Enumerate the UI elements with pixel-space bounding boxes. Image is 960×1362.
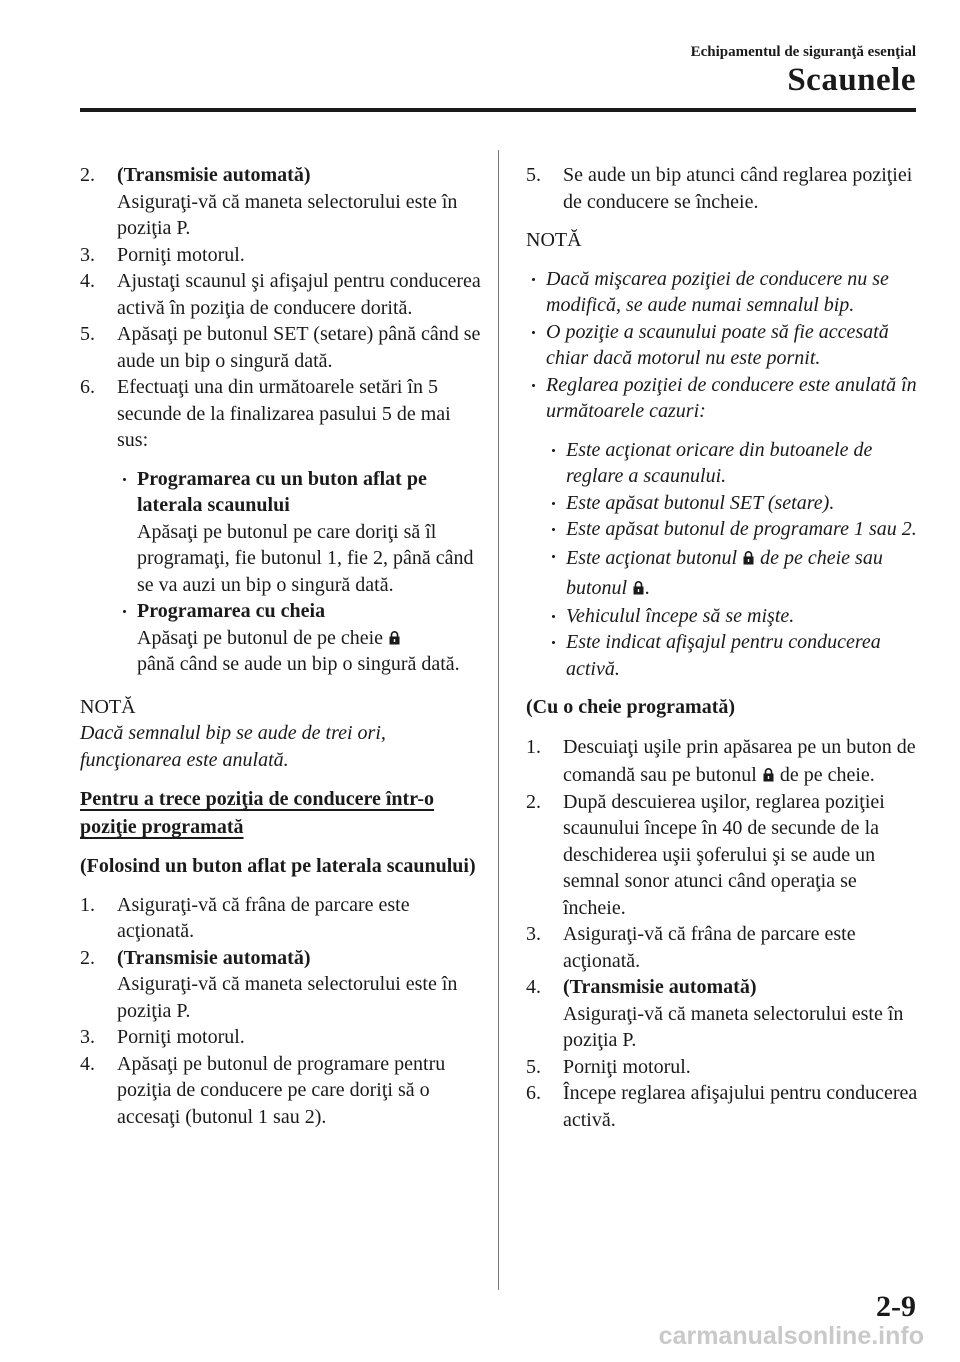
step-number: 3.: [80, 1026, 95, 1048]
step-text: Se aude un bip atunci când reglarea poziţiei de conducere se încheie.: [563, 164, 913, 213]
step-number: 3.: [526, 923, 541, 945]
note-item: Dacă mişcarea poziţiei de conducere nu se modifică, se aude numai semnalul bip.: [526, 266, 918, 319]
cancel-case: Este acţionat oricare din butoanele de reglare a scaunului.: [546, 437, 918, 490]
note-title: NOTĂ: [80, 695, 136, 718]
section-heading: Pentru a trece poziţia de conducere într-o poziţie programată: [80, 788, 434, 838]
step-text: Începe reglarea afişajului pentru conducerea activă.: [563, 1082, 918, 1131]
step-text: Ajustaţi scaunul şi afişajul pentru conducerea activă în poziţia de conducere dorită.: [117, 270, 481, 319]
step-number: 2.: [526, 790, 541, 813]
bullet-icon: [546, 490, 566, 517]
cancel-case: Este indicat afişajul pentru conducerea activă.: [546, 629, 918, 682]
option-seat-button: [117, 466, 485, 599]
step-text: Apăsaţi pe butonul SET (setare) până când se aude un bip o singură dată.: [117, 323, 481, 372]
cancel-case: Vehiculul începe să se mişte.: [546, 603, 918, 630]
step-text: Porniţi motorul.: [117, 1026, 245, 1048]
bullet-icon: [526, 319, 546, 372]
key-lock-icon: [633, 581, 644, 595]
step-text: După descuierea uşilor, reglarea poziţiei scaunului începe în 40 de secunde de la deschiderea uşii şoferului şi se aude un semnal sonor atunci când operaţia se încheie.: [563, 790, 885, 919]
step-title: (Transmisie automată): [563, 976, 757, 998]
b-step-1: [80, 892, 485, 945]
cancel-case: Este acţionat butonul de pe cheie sau butonul .: [546, 543, 918, 603]
b-step-2: [80, 945, 485, 1025]
bullet-icon: [117, 466, 137, 599]
step-3: [80, 242, 485, 269]
bullet-icon: [117, 598, 137, 678]
header-rule: [80, 108, 916, 112]
step-text: Porniţi motorul.: [117, 243, 245, 266]
step-number: 4.: [80, 270, 95, 292]
step-text: Asiguraţi-vă că maneta selectorului este în poziţia P.: [563, 1002, 904, 1051]
option-text-b: până când se aude un bip o singură dată.: [137, 653, 460, 675]
step-title: (Transmisie automată): [117, 946, 311, 969]
option-text: Apăsaţi pe butonul pe care doriţi să îl programaţi, fie butonul 1, fie 2, până când se va auzi un bip o singură dată.: [137, 520, 474, 596]
c-step-2: [526, 789, 918, 922]
bullet-icon: [546, 437, 566, 490]
bullet-icon: [546, 629, 566, 682]
step-2: [80, 162, 485, 242]
key-lock-icon: [389, 631, 400, 645]
step-title: (Transmisie automată): [117, 164, 311, 186]
option-title: Programarea cu un buton aflat pe laterala scaunului: [137, 467, 427, 516]
note-title: NOTĂ: [526, 229, 582, 251]
key-lock-icon: [743, 551, 754, 565]
step-number: 6.: [80, 376, 95, 398]
step-text: Apăsaţi pe butonul de programare pentru poziţia de conducere pe care doriţi să o accesaţi (butonul 1 sau 2).: [117, 1052, 446, 1128]
step-5-right: [526, 162, 918, 215]
note-item: O poziţie a scaunului poate să fie accesată chiar dacă motorul nu este pornit.: [526, 319, 918, 372]
cancel-case: Este apăsat butonul SET (setare).: [546, 490, 918, 517]
step-number: 2.: [80, 164, 95, 186]
bullet-icon: [526, 372, 546, 425]
option-text-a: Apăsaţi pe butonul de pe cheie: [137, 626, 384, 649]
step-number: 3.: [80, 243, 95, 266]
header-section-label: Echipamentul de siguranţă esenţial: [690, 44, 916, 60]
step-text: Porniţi motorul.: [563, 1055, 691, 1078]
page-title: Scaunele: [787, 62, 916, 98]
step-text: Asiguraţi-vă că frâna de parcare este acţionată.: [563, 923, 856, 972]
step-number: 4.: [80, 1052, 95, 1075]
step-number: 4.: [526, 976, 541, 998]
c-step-1: 1. Descuiaţi uşile prin apăsarea pe un buton de comandă sau pe butonul de pe cheie.: [526, 733, 918, 789]
step-text: Asiguraţi-vă că frâna de parcare este acţionată.: [117, 893, 410, 942]
step-5: [80, 321, 485, 374]
bullet-icon: [526, 266, 546, 319]
bullet-icon: [546, 603, 566, 630]
sub-heading: (Folosind un buton aflat pe laterala scaunului): [80, 855, 476, 877]
c-step-6: [526, 1080, 918, 1133]
right-column: [526, 162, 918, 1133]
b-step-4: [80, 1051, 485, 1131]
step-text: Asiguraţi-vă că maneta selectorului este în poziţia P.: [117, 190, 458, 239]
watermark: carmanualsonline.info: [658, 1322, 924, 1350]
b-step-3: [80, 1024, 485, 1051]
step-text: Asiguraţi-vă că maneta selectorului este în poziţia P.: [117, 973, 458, 1022]
key-lock-icon: [763, 768, 774, 782]
step-number: 5.: [80, 323, 95, 345]
step-number: 5.: [526, 164, 541, 186]
note-text: Dacă semnalul bip se aude de trei ori, funcţionarea este anulată.: [80, 722, 386, 771]
step-4: [80, 268, 485, 321]
c-step-3: [526, 921, 918, 974]
step-number: 1.: [80, 893, 95, 916]
step-6: [80, 374, 485, 454]
option-key: [117, 598, 485, 678]
step-number: 5.: [526, 1055, 541, 1078]
column-divider: [498, 150, 499, 1290]
note-item: Reglarea poziţiei de conducere este anulată în următoarele cazuri:: [526, 372, 918, 425]
page-number: 2-9: [876, 1290, 916, 1323]
step-number: 1.: [526, 735, 541, 758]
option-title: Programarea cu cheia: [137, 600, 326, 622]
bullet-icon: [546, 543, 566, 603]
step-text: Efectuaţi una din următoarele setări în 5 secunde de la finalizarea pasului 5 de mai sus:: [117, 376, 451, 451]
c-step-5: [526, 1054, 918, 1081]
left-column: [80, 162, 485, 1130]
step-number: 2.: [80, 946, 95, 969]
step-number: 6.: [526, 1082, 541, 1104]
bullet-icon: [546, 516, 566, 543]
c-step-4: [526, 974, 918, 1054]
sub-heading: (Cu o cheie programată): [526, 696, 736, 718]
cancel-case: Este apăsat butonul de programare 1 sau 2.: [546, 516, 918, 543]
